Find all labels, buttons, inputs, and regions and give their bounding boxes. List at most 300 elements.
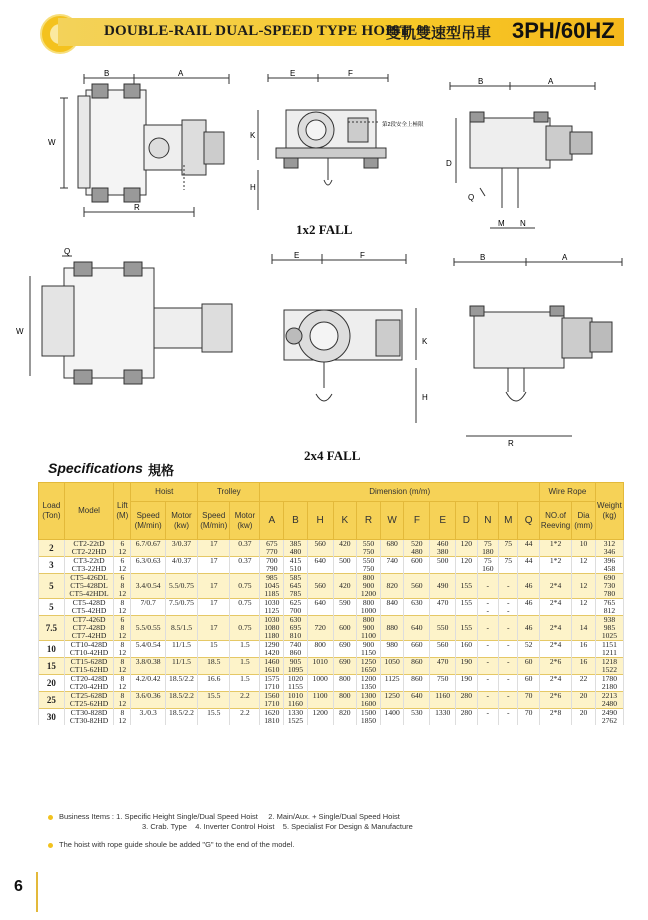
dim-label-b: B	[104, 70, 110, 78]
cell-r: 900	[357, 582, 381, 590]
lift-cell: 6	[114, 540, 131, 549]
cell-wt: 1218	[595, 658, 623, 667]
cell-m	[499, 649, 518, 658]
cell-q	[518, 683, 540, 692]
cell-dia	[572, 700, 596, 709]
cell-m	[499, 574, 518, 583]
cell-n: 75	[477, 557, 499, 566]
cell-f: 530	[404, 709, 430, 718]
cell-tm	[230, 590, 260, 599]
cell-hs: 3.8/0.38	[131, 658, 165, 667]
cell-q: 46	[518, 624, 540, 632]
cell-n	[477, 632, 499, 641]
cell-k: 420	[333, 540, 357, 549]
cell-h	[307, 574, 333, 583]
cell-r: 1350	[357, 683, 381, 692]
cell-q	[518, 717, 540, 725]
table-row	[39, 616, 624, 625]
cell-h	[307, 590, 333, 599]
cell-h	[307, 700, 333, 709]
cell-f	[404, 607, 430, 616]
cell-b: 480	[284, 548, 308, 557]
cell-k	[333, 700, 357, 709]
cell-dia: 12	[572, 557, 596, 566]
cell-hm: 5.5/0.75	[165, 582, 197, 590]
table-row	[39, 709, 624, 718]
load-cell: 25	[39, 692, 65, 709]
cell-hs: 6.7/0.67	[131, 540, 165, 549]
cell-hm	[165, 616, 197, 625]
cell-q	[518, 548, 540, 557]
load-cell: 10	[39, 641, 65, 658]
cell-ts: 17	[198, 599, 230, 608]
cell-a: 1030	[260, 599, 284, 608]
cell-k	[333, 548, 357, 557]
cell-ts: 15.5	[198, 692, 230, 701]
cell-hs	[131, 574, 165, 583]
cell-n	[477, 700, 499, 709]
table-row	[39, 607, 624, 616]
cell-n: -	[477, 582, 499, 590]
col-trolley: Trolley	[198, 483, 260, 502]
cell-m	[499, 717, 518, 725]
cell-e: 470	[430, 658, 456, 667]
cell-f: 640	[404, 624, 430, 632]
cell-e: 1330	[430, 709, 456, 718]
cell-f	[404, 616, 430, 625]
cell-d: 155	[456, 624, 478, 632]
col-dim-e: E	[430, 502, 456, 540]
cell-h: 1100	[307, 692, 333, 701]
cell-h	[307, 616, 333, 625]
cell-ts: 15.5	[198, 709, 230, 718]
cell-dia: 22	[572, 675, 596, 684]
cell-w: 680	[380, 540, 404, 549]
cell-k: 600	[333, 624, 357, 632]
cell-q: 44	[518, 540, 540, 549]
lift-cell: 12	[114, 700, 131, 709]
table-row	[39, 540, 624, 549]
cell-e: 490	[430, 582, 456, 590]
model-cell: CT15-62HD	[64, 666, 113, 675]
cell-m	[499, 683, 518, 692]
model-cell: CT10-42HD	[64, 649, 113, 658]
col-dim-b: B	[284, 502, 308, 540]
lift-cell: 8	[114, 675, 131, 684]
cell-e: 1160	[430, 692, 456, 701]
cell-reev	[539, 548, 571, 557]
cell-r: 1200	[357, 590, 381, 599]
cell-dia	[572, 683, 596, 692]
cell-e	[430, 607, 456, 616]
cell-b: 645	[284, 582, 308, 590]
cell-q: 44	[518, 557, 540, 566]
cell-d	[456, 632, 478, 641]
cell-hm	[165, 683, 197, 692]
cell-tm: 2.2	[230, 709, 260, 718]
cell-f	[404, 590, 430, 599]
model-cell: CT5-42HDL	[64, 590, 113, 599]
cell-tm	[230, 700, 260, 709]
cell-m: 75	[499, 540, 518, 549]
cell-r: 800	[357, 574, 381, 583]
cell-e: 750	[430, 675, 456, 684]
cell-d	[456, 717, 478, 725]
cell-m: -	[499, 624, 518, 632]
cell-n: -	[477, 675, 499, 684]
cell-h: 1010	[307, 658, 333, 667]
cell-reev	[539, 590, 571, 599]
cell-hm	[165, 565, 197, 574]
cell-n: 180	[477, 548, 499, 557]
cell-r: 750	[357, 548, 381, 557]
load-cell: 7.5	[39, 616, 65, 641]
cell-n: -	[477, 607, 499, 616]
cell-q: 52	[518, 641, 540, 650]
lift-cell: 12	[114, 683, 131, 692]
cell-w: 880	[380, 624, 404, 632]
col-dim-m: M	[499, 502, 518, 540]
model-cell: CT3-22HD	[64, 565, 113, 574]
cell-tm: 0.37	[230, 557, 260, 566]
cell-dia	[572, 616, 596, 625]
dim-label-h-2x4: H	[422, 393, 428, 402]
cell-hm	[165, 574, 197, 583]
cell-k	[333, 574, 357, 583]
cell-b: 740	[284, 641, 308, 650]
cell-r: 1500	[357, 709, 381, 718]
table-row	[39, 666, 624, 675]
cell-dia: 14	[572, 624, 596, 632]
cell-w	[380, 607, 404, 616]
cell-b: 510	[284, 565, 308, 574]
col-hoist: Hoist	[131, 483, 198, 502]
table-row	[39, 717, 624, 725]
cell-hm	[165, 666, 197, 675]
cell-e: 460	[430, 540, 456, 549]
cell-w: 1400	[380, 709, 404, 718]
col-reeving: NO.of Reeving	[539, 502, 571, 540]
cell-h: 560	[307, 540, 333, 549]
cell-k	[333, 607, 357, 616]
lift-cell: 12	[114, 717, 131, 725]
table-row	[39, 548, 624, 557]
cell-dia	[572, 666, 596, 675]
cell-a: 985	[260, 574, 284, 583]
cell-q	[518, 565, 540, 574]
table-row	[39, 700, 624, 709]
cell-tm	[230, 649, 260, 658]
cell-q	[518, 632, 540, 641]
cell-d	[456, 590, 478, 599]
load-cell: 5	[39, 574, 65, 599]
spec-title-chinese: 規格	[148, 463, 175, 478]
dim-label-k-2x4: K	[422, 337, 428, 346]
cell-ts: 17	[198, 557, 230, 566]
table-row	[39, 574, 624, 583]
cell-ts	[198, 649, 230, 658]
cell-n: -	[477, 599, 499, 608]
cell-hm: 3/0.37	[165, 540, 197, 549]
cell-hs	[131, 717, 165, 725]
cell-q: 60	[518, 658, 540, 667]
cell-r: 550	[357, 557, 381, 566]
dim-label-f: F	[348, 70, 353, 78]
cell-reev: 2*4	[539, 624, 571, 632]
cell-w: 820	[380, 582, 404, 590]
table-row	[39, 590, 624, 599]
model-cell: CT15-628D	[64, 658, 113, 667]
cell-e: 380	[430, 548, 456, 557]
cell-e	[430, 590, 456, 599]
business-items-line-2	[48, 822, 413, 832]
cell-f: 480	[404, 548, 430, 557]
cell-r: 800	[357, 599, 381, 608]
lift-cell: 8	[114, 582, 131, 590]
table-row	[39, 624, 624, 632]
model-cell: CT5-428D	[64, 599, 113, 608]
cell-d: 190	[456, 658, 478, 667]
cell-ts	[198, 683, 230, 692]
cell-dia: 16	[572, 658, 596, 667]
cell-b: 625	[284, 599, 308, 608]
dim-label-r-2x4: R	[508, 439, 514, 448]
cell-k	[333, 666, 357, 675]
cell-f	[404, 700, 430, 709]
cell-w	[380, 548, 404, 557]
cell-ts	[198, 590, 230, 599]
cell-b: 810	[284, 632, 308, 641]
spec-table-body	[39, 540, 624, 726]
cell-reev: 2*4	[539, 599, 571, 608]
cell-hm: 8.5/1.5	[165, 624, 197, 632]
cell-a: 1420	[260, 649, 284, 658]
cell-d: 120	[456, 540, 478, 549]
model-cell: CT7-428D	[64, 624, 113, 632]
model-cell: CT7-426D	[64, 616, 113, 625]
cell-e	[430, 700, 456, 709]
cell-dia	[572, 574, 596, 583]
cell-n: -	[477, 624, 499, 632]
cell-f: 520	[404, 540, 430, 549]
cell-a: 1460	[260, 658, 284, 667]
dim-label-a-2x4: A	[562, 253, 568, 262]
spec-table	[38, 482, 624, 725]
cell-a: 1180	[260, 632, 284, 641]
col-trolley-motor: Motor (kw)	[230, 502, 260, 540]
cell-d: 155	[456, 582, 478, 590]
cell-m	[499, 616, 518, 625]
cell-r: 1100	[357, 632, 381, 641]
cell-wt: 346	[595, 548, 623, 557]
cell-ts: 17	[198, 624, 230, 632]
business-items-label: Business Items :	[59, 812, 115, 821]
business-item-5: 5. Specialist For Design & Manufacture	[282, 822, 413, 831]
load-cell: 5	[39, 599, 65, 616]
lift-cell: 8	[114, 599, 131, 608]
cell-hs	[131, 649, 165, 658]
cell-a: 1290	[260, 641, 284, 650]
cell-m: -	[499, 582, 518, 590]
cell-d	[456, 683, 478, 692]
cell-tm: 0.37	[230, 540, 260, 549]
cell-wt: 690	[595, 574, 623, 583]
cell-m: -	[499, 675, 518, 684]
table-row	[39, 675, 624, 684]
cell-h: 560	[307, 582, 333, 590]
lift-cell: 12	[114, 649, 131, 658]
business-item-3: 3. Crab. Type	[142, 822, 187, 831]
cell-hm: 18.5/2.2	[165, 709, 197, 718]
cell-dia: 10	[572, 540, 596, 549]
cell-k	[333, 632, 357, 641]
cell-wt: 2480	[595, 700, 623, 709]
cell-hs	[131, 666, 165, 675]
model-cell: CT30-828D	[64, 709, 113, 718]
cell-w: 740	[380, 557, 404, 566]
cell-wt: 2762	[595, 717, 623, 725]
cell-n	[477, 616, 499, 625]
cell-hm	[165, 632, 197, 641]
cell-n	[477, 717, 499, 725]
cell-m: -	[499, 641, 518, 650]
dim-label-f-2x4: F	[360, 251, 365, 260]
cell-w	[380, 616, 404, 625]
model-cell: CT5-42HD	[64, 607, 113, 616]
col-dia: Dia (mm)	[572, 502, 596, 540]
cell-reev: 1*2	[539, 540, 571, 549]
table-row	[39, 649, 624, 658]
cell-tm	[230, 574, 260, 583]
cell-hs: 4.2/0.42	[131, 675, 165, 684]
dim-label-n: N	[520, 219, 526, 228]
cell-a: 675	[260, 540, 284, 549]
cell-n: -	[477, 641, 499, 650]
cell-tm	[230, 632, 260, 641]
cell-ts	[198, 607, 230, 616]
cell-tm	[230, 717, 260, 725]
load-cell: 15	[39, 658, 65, 675]
cell-m: 75	[499, 557, 518, 566]
cell-r: 1150	[357, 649, 381, 658]
cell-reev: 2*4	[539, 582, 571, 590]
cell-k: 820	[333, 709, 357, 718]
cell-h	[307, 632, 333, 641]
col-trolley-speed: Speed (M/min)	[198, 502, 230, 540]
cell-hs	[131, 683, 165, 692]
fall-label-1x2: 1x2 FALL	[296, 222, 353, 237]
cell-dia: 12	[572, 582, 596, 590]
cell-wt: 458	[595, 565, 623, 574]
cell-wt: 765	[595, 599, 623, 608]
cell-reev	[539, 683, 571, 692]
dim-label-b-side: B	[478, 78, 484, 86]
table-row	[39, 692, 624, 701]
cell-ts	[198, 616, 230, 625]
lift-cell: 12	[114, 565, 131, 574]
col-weight: Weight (kg)	[595, 483, 623, 540]
cell-m	[499, 666, 518, 675]
cell-h: 1200	[307, 709, 333, 718]
cell-wt: 2213	[595, 692, 623, 701]
power-spec-code: 3PH/60HZ	[512, 18, 615, 43]
cell-hs	[131, 590, 165, 599]
cell-b: 700	[284, 607, 308, 616]
cell-w: 1050	[380, 658, 404, 667]
page-title: DOUBLE-RAIL DUAL-SPEED TYPE HOIST	[104, 23, 410, 39]
cell-ts	[198, 574, 230, 583]
cell-wt: 2180	[595, 683, 623, 692]
cell-hs: 5.4/0.54	[131, 641, 165, 650]
cell-a: 1030	[260, 616, 284, 625]
cell-wt: 1151	[595, 641, 623, 650]
load-cell: 2	[39, 540, 65, 557]
model-cell: CT10-428D	[64, 641, 113, 650]
model-cell: CT25-62HD	[64, 700, 113, 709]
cell-dia: 16	[572, 641, 596, 650]
col-load: Load (Ton)	[39, 483, 65, 540]
cell-f	[404, 632, 430, 641]
cell-ts: 15	[198, 641, 230, 650]
lift-cell: 12	[114, 607, 131, 616]
dim-label-w: W	[48, 138, 56, 147]
cell-h	[307, 548, 333, 557]
cell-r: 1600	[357, 700, 381, 709]
lift-cell: 6	[114, 557, 131, 566]
model-cell: CT20-42HD	[64, 683, 113, 692]
page-rule	[36, 872, 38, 912]
cell-d	[456, 607, 478, 616]
col-dim-d: D	[456, 502, 478, 540]
cell-a: 1610	[260, 666, 284, 675]
cell-wt: 812	[595, 607, 623, 616]
cell-hm: 11/1.5	[165, 641, 197, 650]
cell-n: 75	[477, 540, 499, 549]
dim-label-w-2x4: W	[16, 327, 24, 336]
col-dim-w: W	[380, 502, 404, 540]
cell-hs: 3.4/0.54	[131, 582, 165, 590]
cell-hs	[131, 548, 165, 557]
cell-m	[499, 548, 518, 557]
rope-guide-note-text: The hoist with rope guide shoule be added "G" to the end of the model.	[59, 840, 295, 849]
col-dim-h: H	[307, 502, 333, 540]
business-items-line-1	[48, 812, 413, 822]
cell-wt: 1522	[595, 666, 623, 675]
cell-tm: 2.2	[230, 692, 260, 701]
cell-dia: 20	[572, 692, 596, 701]
cell-a: 1125	[260, 607, 284, 616]
cell-wt: 1211	[595, 649, 623, 658]
cell-q: 60	[518, 675, 540, 684]
cell-wt: 938	[595, 616, 623, 625]
dim-label-h: H	[250, 183, 256, 192]
model-cell: CT20-428D	[64, 675, 113, 684]
cell-q: 46	[518, 599, 540, 608]
col-wire-rope: Wire Rope	[539, 483, 595, 502]
cell-q	[518, 590, 540, 599]
cell-h: 640	[307, 557, 333, 566]
cell-m: -	[499, 709, 518, 718]
model-cell: CT2-22HD	[64, 548, 113, 557]
cell-n: -	[477, 709, 499, 718]
cell-dia	[572, 607, 596, 616]
cell-d	[456, 616, 478, 625]
cell-hm	[165, 649, 197, 658]
cell-hm	[165, 590, 197, 599]
cell-n	[477, 574, 499, 583]
cell-f	[404, 574, 430, 583]
cell-a: 700	[260, 557, 284, 566]
